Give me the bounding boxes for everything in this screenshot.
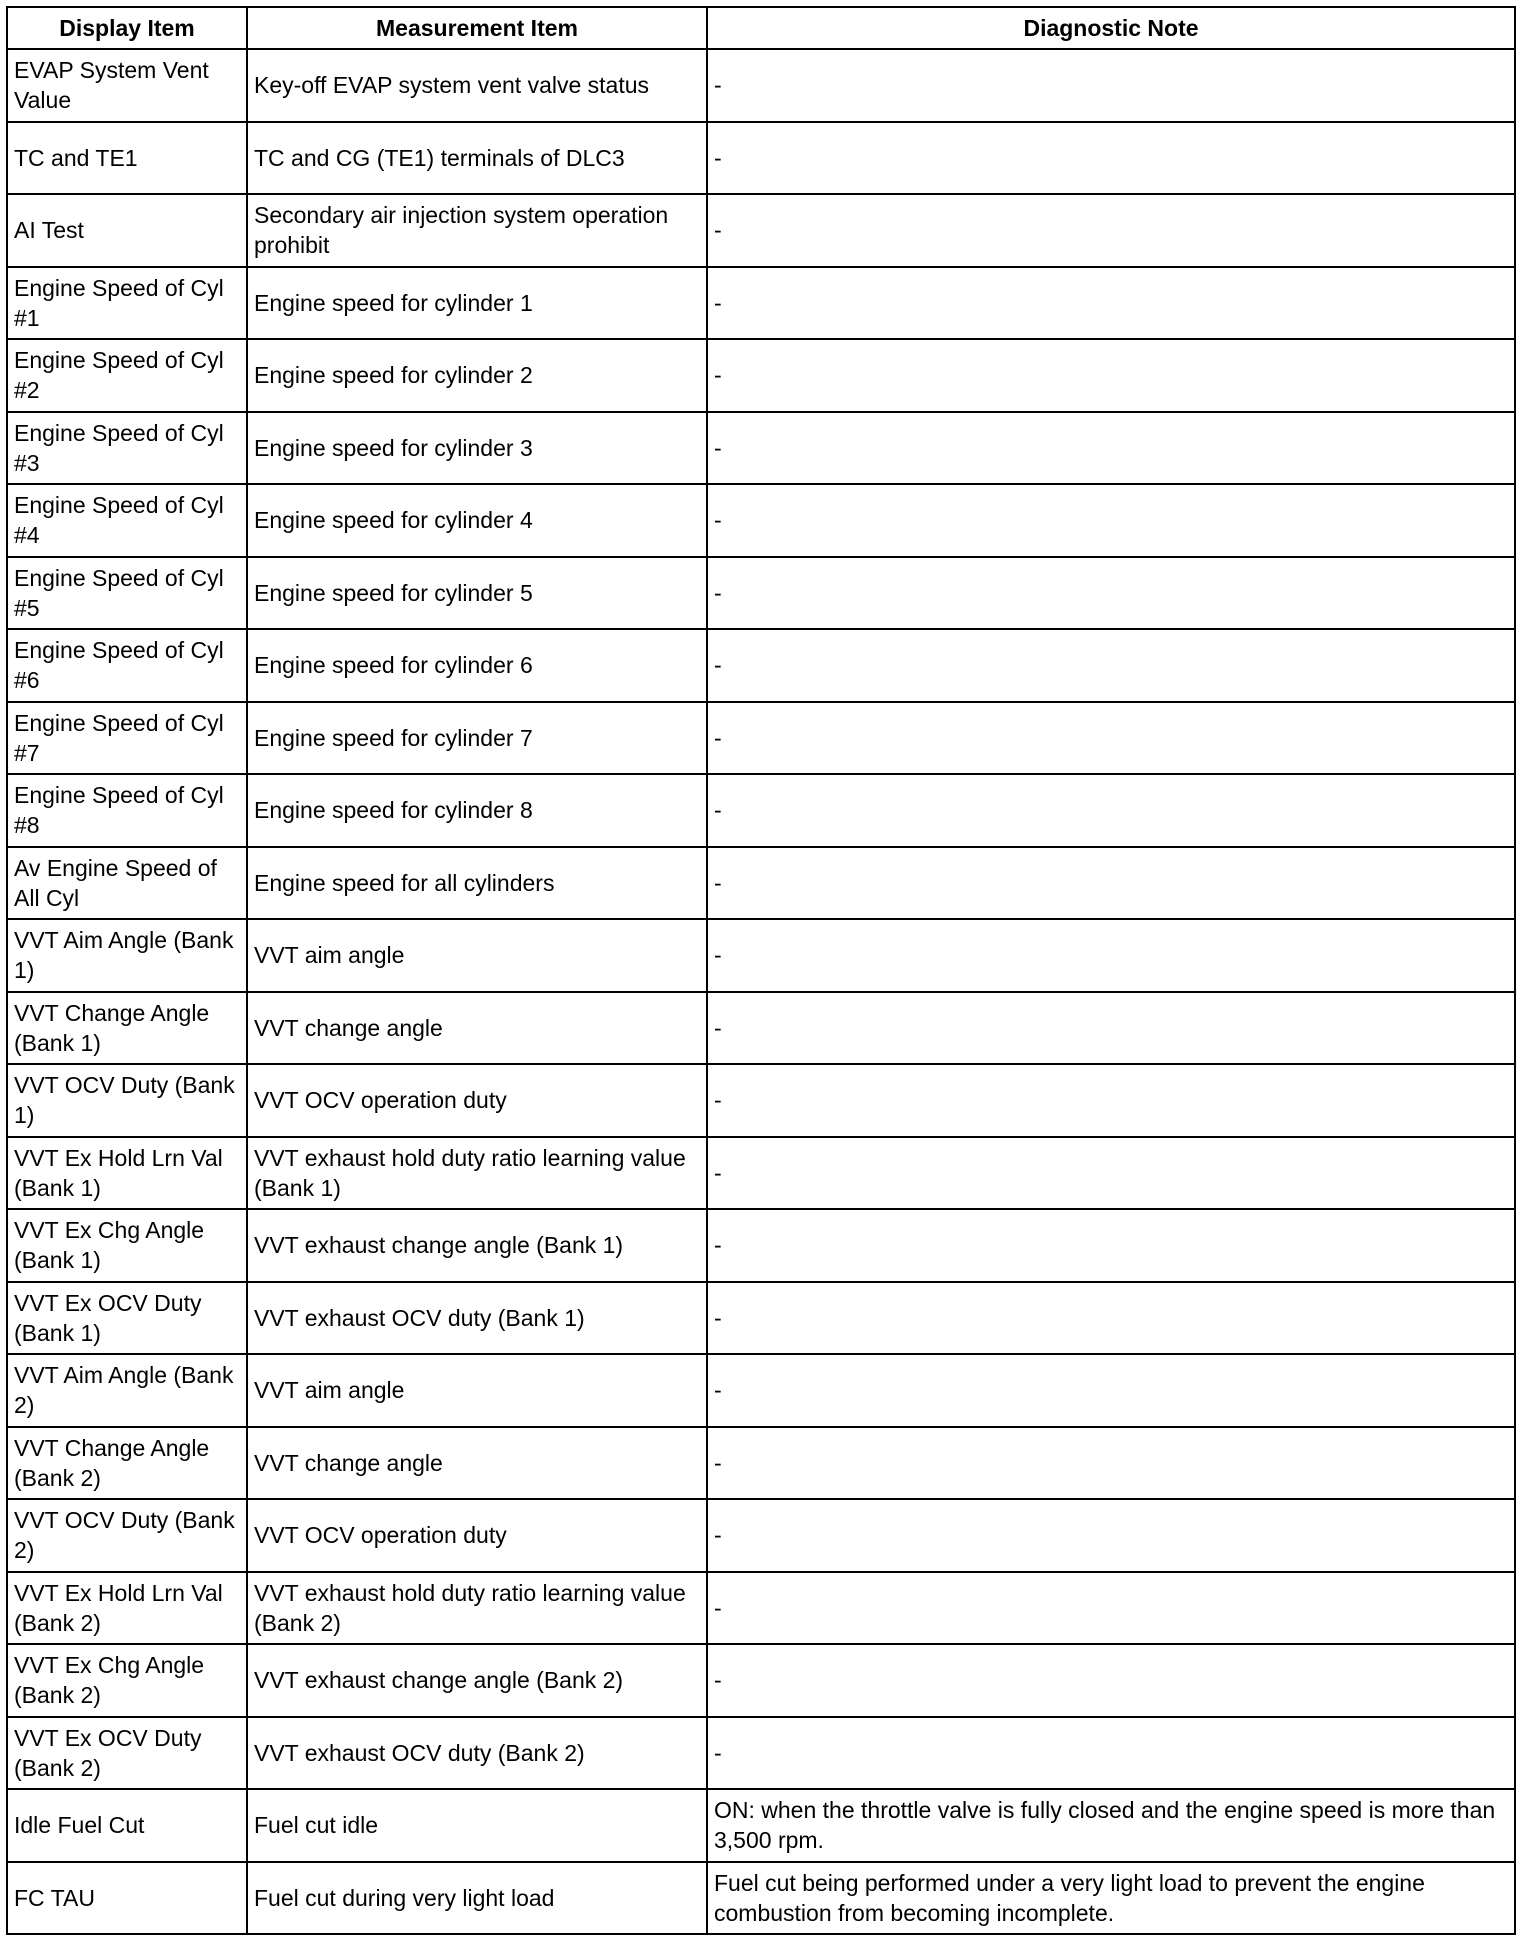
diagnostic-note-cell: - xyxy=(707,1282,1515,1355)
diagnostic-note-cell: - xyxy=(707,484,1515,557)
table-row xyxy=(7,1572,1515,1645)
measurement-item-cell: VVT exhaust hold duty ratio learning value (Bank 2) xyxy=(247,1572,707,1645)
table-row xyxy=(7,484,1515,557)
table-row xyxy=(7,992,1515,1065)
display-item-cell: VVT Change Angle (Bank 2) xyxy=(7,1427,247,1500)
table-row xyxy=(7,194,1515,267)
table-row xyxy=(7,702,1515,775)
diagnostic-note-cell: ON: when the throttle valve is fully closed and the engine speed is more than 3,500 rpm. xyxy=(707,1789,1515,1862)
measurement-item-cell: Secondary air injection system operation prohibit xyxy=(247,194,707,267)
table-row xyxy=(7,1137,1515,1210)
measurement-item-cell: Engine speed for cylinder 1 xyxy=(247,267,707,340)
table-header-row xyxy=(7,7,1515,49)
table-row xyxy=(7,122,1515,195)
diagnostic-note-cell: - xyxy=(707,847,1515,920)
measurement-item-cell: Engine speed for cylinder 2 xyxy=(247,339,707,412)
diagnostic-note-cell: - xyxy=(707,1717,1515,1790)
diagnostic-note-cell: - xyxy=(707,1572,1515,1645)
display-item-cell: VVT Ex OCV Duty (Bank 1) xyxy=(7,1282,247,1355)
table-row xyxy=(7,49,1515,122)
measurement-item-cell: Fuel cut during very light load xyxy=(247,1862,707,1935)
diagnostic-note-cell: - xyxy=(707,1137,1515,1210)
table-row xyxy=(7,1354,1515,1427)
table-row xyxy=(7,1427,1515,1500)
measurement-item-cell: VVT aim angle xyxy=(247,919,707,992)
display-item-cell: VVT Ex Chg Angle (Bank 2) xyxy=(7,1644,247,1717)
diagnostic-note-cell: - xyxy=(707,267,1515,340)
diagnostic-note-cell: - xyxy=(707,1499,1515,1572)
table-row xyxy=(7,1064,1515,1137)
diagnostic-note-cell: - xyxy=(707,774,1515,847)
display-item-cell: Engine Speed of Cyl #3 xyxy=(7,412,247,485)
header-measurement-item: Measurement Item xyxy=(247,7,707,49)
display-item-cell: Idle Fuel Cut xyxy=(7,1789,247,1862)
diagnostic-note-cell: - xyxy=(707,1644,1515,1717)
diagnostic-note-cell: - xyxy=(707,1354,1515,1427)
header-display-item: Display Item xyxy=(7,7,247,49)
display-item-cell: AI Test xyxy=(7,194,247,267)
diagnostic-note-cell: - xyxy=(707,992,1515,1065)
measurement-item-cell: Engine speed for cylinder 6 xyxy=(247,629,707,702)
measurement-item-cell: VVT exhaust change angle (Bank 1) xyxy=(247,1209,707,1282)
measurement-item-cell: Engine speed for cylinder 8 xyxy=(247,774,707,847)
measurement-item-cell: Engine speed for cylinder 4 xyxy=(247,484,707,557)
display-item-cell: VVT OCV Duty (Bank 1) xyxy=(7,1064,247,1137)
measurement-item-cell: VVT exhaust OCV duty (Bank 1) xyxy=(247,1282,707,1355)
diagnostic-note-cell: - xyxy=(707,49,1515,122)
diagnostic-note-cell: - xyxy=(707,1209,1515,1282)
display-item-cell: Av Engine Speed of All Cyl xyxy=(7,847,247,920)
table-row xyxy=(7,1499,1515,1572)
table-row xyxy=(7,1862,1515,1935)
measurement-item-cell: Engine speed for cylinder 5 xyxy=(247,557,707,630)
display-item-cell: VVT Ex OCV Duty (Bank 2) xyxy=(7,1717,247,1790)
table-row xyxy=(7,1717,1515,1790)
table-row xyxy=(7,629,1515,702)
display-item-cell: VVT Ex Chg Angle (Bank 1) xyxy=(7,1209,247,1282)
display-item-cell: VVT Aim Angle (Bank 1) xyxy=(7,919,247,992)
display-item-cell: Engine Speed of Cyl #2 xyxy=(7,339,247,412)
measurement-item-cell: Key-off EVAP system vent valve status xyxy=(247,49,707,122)
table-row xyxy=(7,1209,1515,1282)
diagnostic-note-cell: - xyxy=(707,919,1515,992)
display-item-cell: EVAP System Vent Value xyxy=(7,49,247,122)
measurement-item-cell: VVT exhaust OCV duty (Bank 2) xyxy=(247,1717,707,1790)
display-item-cell: VVT Ex Hold Lrn Val (Bank 2) xyxy=(7,1572,247,1645)
diagnostic-note-cell: - xyxy=(707,122,1515,195)
table-body xyxy=(7,49,1515,1934)
measurement-item-cell: Fuel cut idle xyxy=(247,1789,707,1862)
display-item-cell: Engine Speed of Cyl #1 xyxy=(7,267,247,340)
display-item-cell: FC TAU xyxy=(7,1862,247,1935)
measurement-item-cell: VVT exhaust change angle (Bank 2) xyxy=(247,1644,707,1717)
measurement-item-cell: VVT aim angle xyxy=(247,1354,707,1427)
diagnostic-note-cell: - xyxy=(707,194,1515,267)
diagnostic-note-cell: - xyxy=(707,339,1515,412)
display-item-cell: Engine Speed of Cyl #6 xyxy=(7,629,247,702)
header-diagnostic-note: Diagnostic Note xyxy=(707,7,1515,49)
table-row xyxy=(7,557,1515,630)
display-item-cell: VVT OCV Duty (Bank 2) xyxy=(7,1499,247,1572)
diagnostic-note-cell: - xyxy=(707,1427,1515,1500)
diagnostic-note-cell: Fuel cut being performed under a very light load to prevent the engine combustion from becoming incomplete. xyxy=(707,1862,1515,1935)
table-row xyxy=(7,1282,1515,1355)
display-item-cell: TC and TE1 xyxy=(7,122,247,195)
diagnostic-note-cell: - xyxy=(707,557,1515,630)
table-row xyxy=(7,339,1515,412)
measurement-item-cell: VVT change angle xyxy=(247,1427,707,1500)
measurement-item-cell: Engine speed for all cylinders xyxy=(247,847,707,920)
table-row xyxy=(7,1789,1515,1862)
measurement-item-cell: Engine speed for cylinder 3 xyxy=(247,412,707,485)
measurement-item-cell: VVT OCV operation duty xyxy=(247,1064,707,1137)
table-row xyxy=(7,774,1515,847)
measurement-item-cell: TC and CG (TE1) terminals of DLC3 xyxy=(247,122,707,195)
measurement-item-cell: VVT change angle xyxy=(247,992,707,1065)
table-row xyxy=(7,267,1515,340)
table-row xyxy=(7,919,1515,992)
display-item-cell: Engine Speed of Cyl #8 xyxy=(7,774,247,847)
data-list-table xyxy=(6,6,1516,1935)
table-row xyxy=(7,1644,1515,1717)
display-item-cell: Engine Speed of Cyl #7 xyxy=(7,702,247,775)
display-item-cell: VVT Ex Hold Lrn Val (Bank 1) xyxy=(7,1137,247,1210)
diagnostic-note-cell: - xyxy=(707,629,1515,702)
diagnostic-note-cell: - xyxy=(707,1064,1515,1137)
measurement-item-cell: VVT OCV operation duty xyxy=(247,1499,707,1572)
diagnostic-note-cell: - xyxy=(707,412,1515,485)
document-page xyxy=(6,6,1514,1935)
display-item-cell: VVT Aim Angle (Bank 2) xyxy=(7,1354,247,1427)
display-item-cell: Engine Speed of Cyl #4 xyxy=(7,484,247,557)
table-row xyxy=(7,412,1515,485)
measurement-item-cell: Engine speed for cylinder 7 xyxy=(247,702,707,775)
table-row xyxy=(7,847,1515,920)
diagnostic-note-cell: - xyxy=(707,702,1515,775)
measurement-item-cell: VVT exhaust hold duty ratio learning value (Bank 1) xyxy=(247,1137,707,1210)
display-item-cell: VVT Change Angle (Bank 1) xyxy=(7,992,247,1065)
display-item-cell: Engine Speed of Cyl #5 xyxy=(7,557,247,630)
